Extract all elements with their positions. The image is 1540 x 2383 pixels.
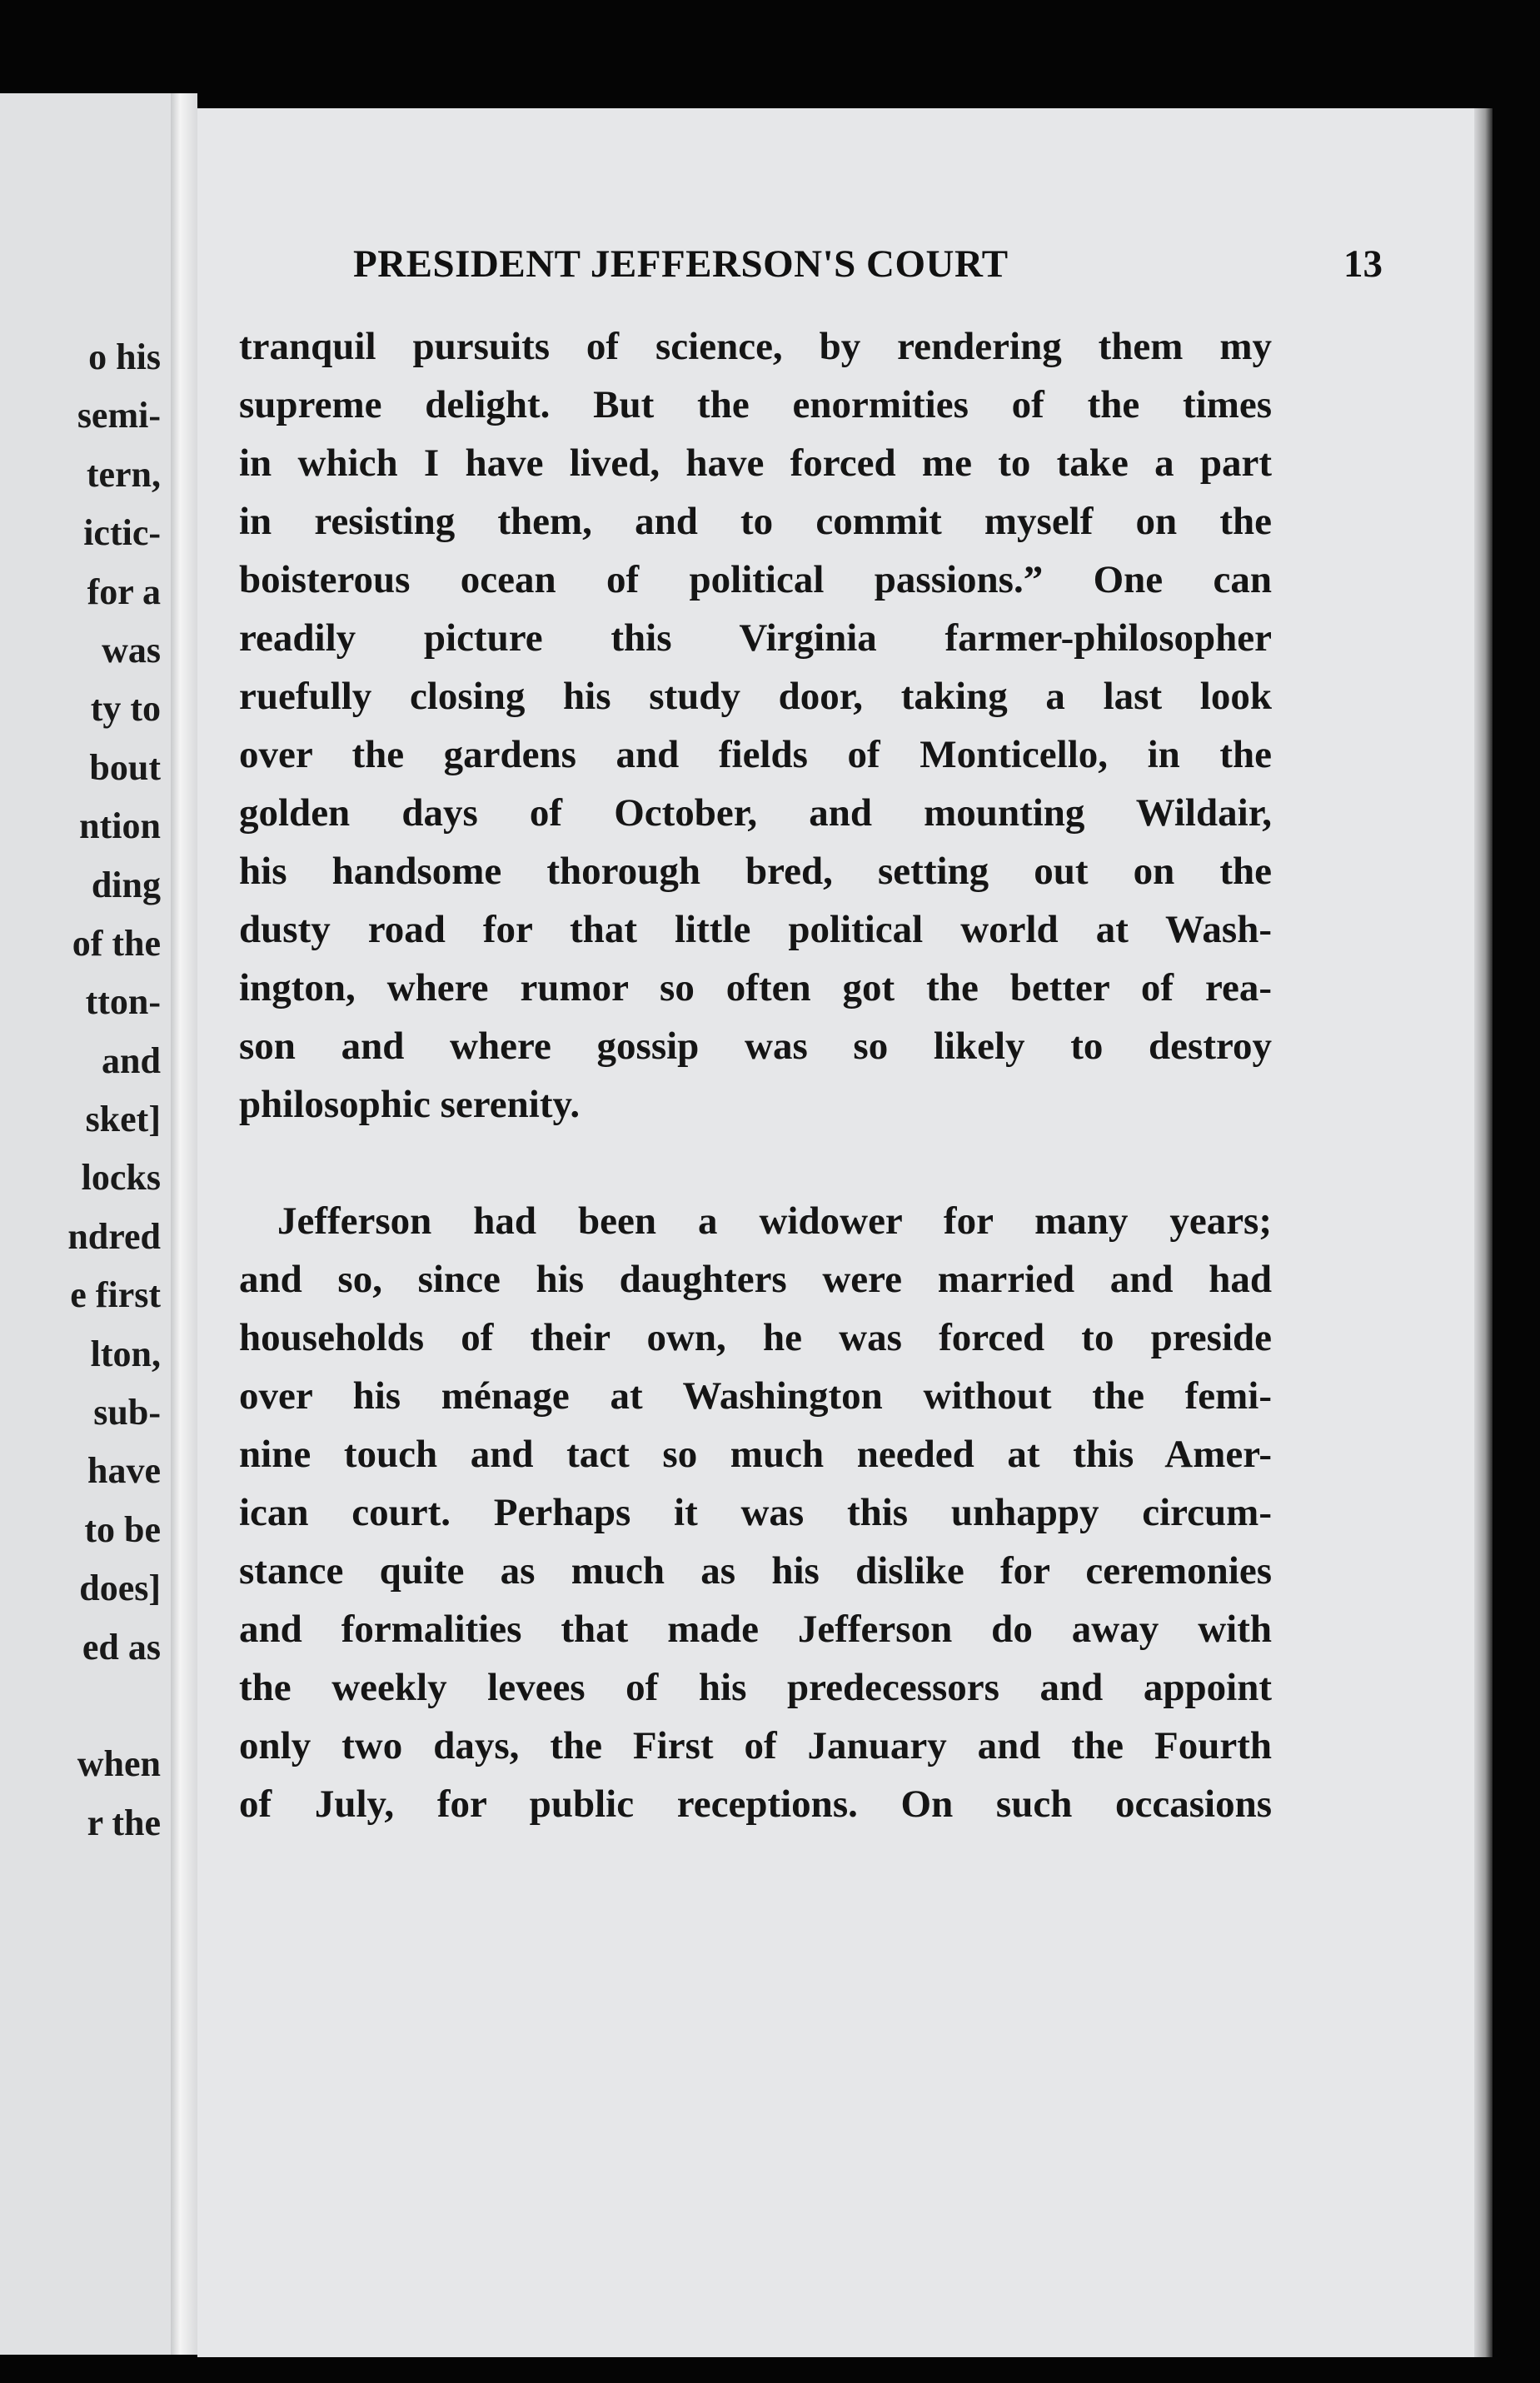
left-page-line: sub- xyxy=(93,1392,161,1433)
text-line: tranquil pursuits of science, by rendering them my xyxy=(239,325,1272,368)
running-head-title: PRESIDENT JEFFERSON'S COURT xyxy=(353,242,1009,286)
left-page-line: ding xyxy=(91,864,161,905)
text-line: and so, since his daughters were married and had xyxy=(239,1258,1272,1301)
text-line: stance quite as much as his dislike for ceremonies xyxy=(239,1549,1272,1593)
text-line: in resisting them, and to commit myself on the xyxy=(239,500,1272,543)
left-page-line: ed as xyxy=(82,1626,161,1668)
left-page-line: tern, xyxy=(86,453,161,495)
text-line: the weekly levees of his predecessors and appoint xyxy=(239,1666,1272,1709)
left-page-text xyxy=(67,328,161,1852)
left-page-line: when xyxy=(77,1743,161,1785)
text-line: of July, for public receptions. On such occasions xyxy=(239,1782,1272,1826)
page-gutter xyxy=(171,93,197,2355)
left-page-line: ictic- xyxy=(83,512,161,554)
left-page-line: locks xyxy=(81,1157,161,1199)
text-line: and formalities that made Jefferson do away with xyxy=(239,1608,1272,1651)
left-page-line: does] xyxy=(79,1568,161,1609)
text-line: his handsome thorough bred, setting out on the xyxy=(239,850,1272,893)
left-page-line: e first xyxy=(70,1274,161,1316)
left-page-line: ntion xyxy=(79,805,161,847)
left-page-line: tton- xyxy=(85,981,161,1023)
text-line: dusty road for that little political world at Wash- xyxy=(239,908,1272,951)
left-page-line: and xyxy=(102,1039,161,1081)
left-page-line: o his xyxy=(88,337,161,377)
left-page-line: ndred xyxy=(67,1215,161,1257)
text-line: households of their own, he was forced to preside xyxy=(239,1316,1272,1359)
page-number: 13 xyxy=(1343,242,1383,286)
text-line: son and where gossip was so likely to destroy xyxy=(239,1024,1272,1068)
text-line: over his ménage at Washington without the femi- xyxy=(239,1374,1272,1418)
left-page-line: have xyxy=(87,1450,161,1492)
body-text xyxy=(239,317,1272,1833)
text-line: only two days, the First of January and the Fourth xyxy=(239,1724,1272,1767)
running-head xyxy=(353,242,1383,300)
left-page-line: ty to xyxy=(90,688,161,730)
paragraph-1 xyxy=(239,317,1272,1134)
text-line: golden days of October, and mounting Wildair, xyxy=(239,791,1272,835)
page-edge-shadow xyxy=(1474,108,1493,2357)
right-page xyxy=(197,108,1493,2357)
left-page-line: of the xyxy=(72,922,161,964)
left-page-line: to be xyxy=(84,1508,161,1550)
text-line: supreme delight. But the enormities of the times xyxy=(239,383,1272,426)
text-line: in which I have lived, have forced me to take a part xyxy=(239,441,1272,485)
text-line: readily picture this Virginia farmer-philosopher xyxy=(239,616,1272,660)
text-line: nine touch and tact so much needed at this Amer- xyxy=(239,1433,1272,1476)
text-line: ington, where rumor so often got the better of rea- xyxy=(239,966,1272,1010)
paragraph-2 xyxy=(239,1192,1272,1833)
left-page-line: was xyxy=(102,629,161,671)
left-page-fragment xyxy=(0,93,171,2355)
text-line: boisterous ocean of political passions.” One can xyxy=(239,558,1272,601)
paragraph-break xyxy=(239,1134,1272,1192)
text-line: ican court. Perhaps it was this unhappy circum- xyxy=(239,1491,1272,1534)
text-line: over the gardens and fields of Monticello, in the xyxy=(239,733,1272,776)
left-page-line: bout xyxy=(89,746,161,788)
text-line: ruefully closing his study door, taking a last look xyxy=(239,675,1272,718)
text-line: philosophic serenity. xyxy=(239,1083,581,1126)
left-page-line: semi- xyxy=(77,395,161,436)
left-page-line: for a xyxy=(87,571,161,612)
left-page-line: r the xyxy=(87,1802,161,1843)
left-page-line: sket] xyxy=(85,1099,161,1140)
text-line: Jefferson had been a widower for many years; xyxy=(277,1199,1272,1243)
left-page-line xyxy=(67,1677,161,1735)
left-page-line: lton, xyxy=(90,1333,161,1374)
